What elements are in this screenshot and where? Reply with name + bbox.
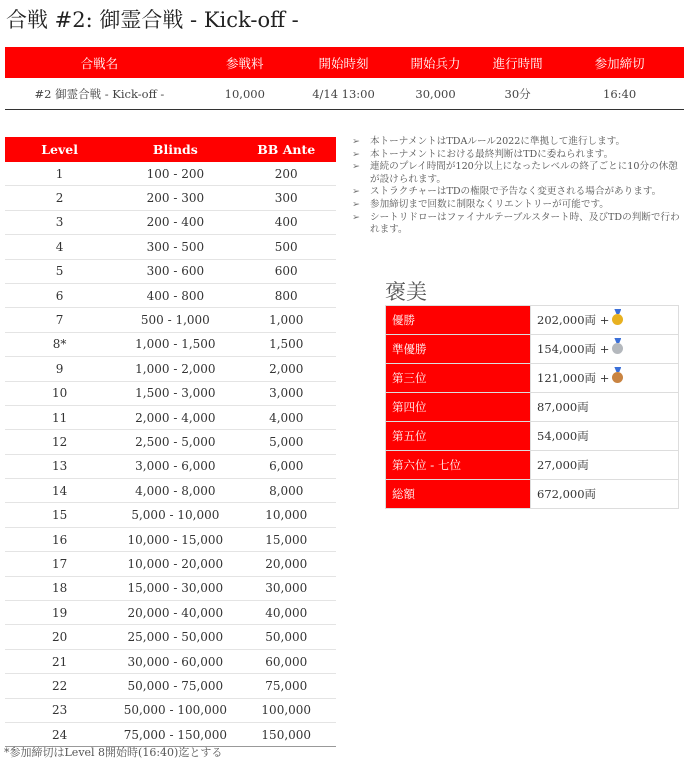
blind-level-cell: 10 xyxy=(5,381,114,405)
blind-blinds-cell: 15,000 - 30,000 xyxy=(114,576,236,600)
prize-amount-cell xyxy=(531,422,679,451)
blind-blinds-cell: 300 - 600 xyxy=(114,259,236,283)
blind-level-cell: 16 xyxy=(5,527,114,551)
summary-row xyxy=(5,78,684,110)
blind-ante-cell: 4,000 xyxy=(236,405,336,429)
rule-note-text: ストラクチャーはTDの権限で予告なく変更される場合があります。 xyxy=(370,186,662,198)
rule-note-text: シートリドローはファイナルテーブルスタート時、及びTDの判断で行われます。 xyxy=(370,211,680,236)
prize-amount-cell xyxy=(531,335,679,364)
silver-medal-icon xyxy=(612,343,623,354)
blind-ante-cell: 2,000 xyxy=(236,357,336,381)
blind-level-cell: 13 xyxy=(5,454,114,478)
prize-amount: 154,000両 + xyxy=(537,342,610,356)
blind-blinds-cell: 2,000 - 4,000 xyxy=(114,405,236,429)
blind-blinds-cell: 1,500 - 3,000 xyxy=(114,381,236,405)
blind-level-row xyxy=(5,186,336,210)
blind-level-cell: 18 xyxy=(5,576,114,600)
blind-level-row xyxy=(5,332,336,356)
blind-level-row xyxy=(5,674,336,698)
prize-row xyxy=(386,480,679,509)
blind-blinds-cell: 5,000 - 10,000 xyxy=(114,503,236,527)
rule-note-text: 本トーナメントにおける最終判断はTDに委ねられます。 xyxy=(370,148,614,160)
rules-notes-list xyxy=(352,136,687,237)
blind-ante-cell: 300 xyxy=(236,186,336,210)
blind-blinds-cell: 50,000 - 100,000 xyxy=(114,698,236,722)
blind-blinds-cell: 200 - 400 xyxy=(114,210,236,234)
summary-level-time: 30分 xyxy=(480,78,555,110)
late-registration-footnote: *参加締切はLevel 8開始時(16:40)迄とする xyxy=(4,746,223,759)
blind-level-row xyxy=(5,308,336,332)
blind-ante-cell: 200 xyxy=(236,162,336,186)
blind-level-cell: 2 xyxy=(5,186,114,210)
prize-rank: 第四位 xyxy=(386,393,531,422)
prize-table xyxy=(385,305,679,509)
blind-level-cell: 14 xyxy=(5,479,114,503)
blind-ante-cell: 30,000 xyxy=(236,576,336,600)
rule-note-text: 参加締切まで回数に制限なくリエントリーが可能です。 xyxy=(370,198,609,210)
prize-amount: 672,000両 xyxy=(537,487,597,501)
arrow-bullet-icon: ➢ xyxy=(352,211,361,223)
blind-ante-cell: 10,000 xyxy=(236,503,336,527)
blind-level-cell: 6 xyxy=(5,283,114,307)
summary-start-stack: 30,000 xyxy=(391,78,480,110)
blind-ante-cell: 15,000 xyxy=(236,527,336,551)
blind-level-cell: 22 xyxy=(5,674,114,698)
blind-level-cell: 15 xyxy=(5,503,114,527)
summary-header-row xyxy=(5,47,684,78)
prize-amount-cell xyxy=(531,364,679,393)
blind-ante-cell: 50,000 xyxy=(236,625,336,649)
blind-ante-cell: 60,000 xyxy=(236,649,336,673)
blind-level-cell: 17 xyxy=(5,552,114,576)
blind-blinds-cell: 75,000 - 150,000 xyxy=(114,722,236,746)
blind-level-row xyxy=(5,479,336,503)
blind-ante-cell: 8,000 xyxy=(236,479,336,503)
blind-level-row xyxy=(5,235,336,259)
rule-note-item xyxy=(352,212,687,237)
blind-blinds-cell: 1,000 - 1,500 xyxy=(114,332,236,356)
summary-header-start-time: 開始時刻 xyxy=(296,47,391,78)
summary-header-level-time: 進行時間 xyxy=(480,47,555,78)
prize-rank: 総額 xyxy=(386,480,531,509)
blind-ante-cell: 5,000 xyxy=(236,430,336,454)
summary-fee: 10,000 xyxy=(194,78,296,110)
blind-blinds-cell: 10,000 - 20,000 xyxy=(114,552,236,576)
prize-amount-cell xyxy=(531,393,679,422)
blind-blinds-cell: 30,000 - 60,000 xyxy=(114,649,236,673)
page-title: 合戦 #2: 御霊合戦 - Kick-off - xyxy=(6,8,299,32)
rule-note-text: 連続のプレイ時間が120分以上になったレベルの終了ごとに10分の休憩が設けられます。 xyxy=(370,161,678,185)
prize-row xyxy=(386,335,679,364)
blind-ante-cell: 800 xyxy=(236,283,336,307)
prize-amount: 54,000両 xyxy=(537,429,589,443)
blind-ante-cell: 150,000 xyxy=(236,722,336,746)
tournament-summary-table xyxy=(5,47,684,110)
gold-medal-icon xyxy=(612,314,623,325)
prize-rank: 優勝 xyxy=(386,306,531,335)
summary-header-name: 合戦名 xyxy=(5,47,194,78)
prize-rank: 第六位 - 七位 xyxy=(386,451,531,480)
blind-level-row xyxy=(5,552,336,576)
prize-row xyxy=(386,364,679,393)
rule-note-item xyxy=(352,186,687,199)
blind-level-cell: 11 xyxy=(5,405,114,429)
blind-level-row xyxy=(5,430,336,454)
blind-ante-cell: 100,000 xyxy=(236,698,336,722)
rule-note-text: 本トーナメントはTDAルール2022に準拠して進行します。 xyxy=(370,136,626,147)
blind-level-cell: 24 xyxy=(5,722,114,746)
blind-ante-cell: 600 xyxy=(236,259,336,283)
prize-row xyxy=(386,451,679,480)
blind-level-cell: 8* xyxy=(5,332,114,356)
bronze-medal-icon xyxy=(612,372,623,383)
blind-level-cell: 7 xyxy=(5,308,114,332)
rule-note-item xyxy=(352,199,687,212)
blind-level-cell: 21 xyxy=(5,649,114,673)
arrow-bullet-icon: ➢ xyxy=(352,136,361,147)
prize-amount: 87,000両 xyxy=(537,400,589,414)
blind-level-row xyxy=(5,210,336,234)
blind-blinds-cell: 500 - 1,000 xyxy=(114,308,236,332)
blinds-header-row xyxy=(5,137,336,162)
blind-blinds-cell: 2,500 - 5,000 xyxy=(114,430,236,454)
blind-level-row xyxy=(5,405,336,429)
blind-level-row xyxy=(5,381,336,405)
blind-blinds-cell: 100 - 200 xyxy=(114,162,236,186)
prize-amount-cell xyxy=(531,306,679,335)
blind-blinds-cell: 10,000 - 15,000 xyxy=(114,527,236,551)
blind-level-row xyxy=(5,283,336,307)
blind-level-cell: 12 xyxy=(5,430,114,454)
blind-level-row xyxy=(5,601,336,625)
blind-ante-cell: 500 xyxy=(236,235,336,259)
blind-level-cell: 1 xyxy=(5,162,114,186)
blind-ante-cell: 75,000 xyxy=(236,674,336,698)
blind-blinds-cell: 20,000 - 40,000 xyxy=(114,601,236,625)
prize-rank: 第三位 xyxy=(386,364,531,393)
prize-rank: 第五位 xyxy=(386,422,531,451)
rule-note-item xyxy=(352,136,687,149)
blind-ante-cell: 6,000 xyxy=(236,454,336,478)
prize-amount: 121,000両 + xyxy=(537,371,610,385)
arrow-bullet-icon: ➢ xyxy=(352,186,361,198)
blind-level-cell: 5 xyxy=(5,259,114,283)
blind-blinds-cell: 25,000 - 50,000 xyxy=(114,625,236,649)
blind-level-row xyxy=(5,454,336,478)
summary-start-time: 4/14 13:00 xyxy=(296,78,391,110)
prize-amount: 27,000両 xyxy=(537,458,589,472)
blind-structure-table xyxy=(5,137,336,747)
blind-ante-cell: 40,000 xyxy=(236,601,336,625)
blind-blinds-cell: 50,000 - 75,000 xyxy=(114,674,236,698)
prize-amount-cell xyxy=(531,480,679,509)
blind-level-cell: 20 xyxy=(5,625,114,649)
rule-note-item xyxy=(352,149,687,162)
blind-level-cell: 9 xyxy=(5,357,114,381)
blind-blinds-cell: 400 - 800 xyxy=(114,283,236,307)
prize-row xyxy=(386,422,679,451)
arrow-bullet-icon: ➢ xyxy=(352,148,361,160)
arrow-bullet-icon: ➢ xyxy=(352,161,361,173)
prize-title: 褒美 xyxy=(385,280,427,304)
blinds-header-ante: BB Ante xyxy=(236,137,336,162)
blind-ante-cell: 1,500 xyxy=(236,332,336,356)
prize-row xyxy=(386,306,679,335)
blind-ante-cell: 3,000 xyxy=(236,381,336,405)
blind-level-row xyxy=(5,357,336,381)
blind-level-cell: 19 xyxy=(5,601,114,625)
summary-late-reg: 16:40 xyxy=(555,78,684,110)
blind-level-cell: 4 xyxy=(5,235,114,259)
blind-level-row xyxy=(5,625,336,649)
blinds-header-level: Level xyxy=(5,137,114,162)
blinds-header-blinds: Blinds xyxy=(114,137,236,162)
blind-blinds-cell: 3,000 - 6,000 xyxy=(114,454,236,478)
blinds-body xyxy=(5,162,336,747)
blind-level-row xyxy=(5,698,336,722)
blind-ante-cell: 1,000 xyxy=(236,308,336,332)
blind-blinds-cell: 1,000 - 2,000 xyxy=(114,357,236,381)
blind-level-row xyxy=(5,527,336,551)
summary-header-start-stack: 開始兵力 xyxy=(391,47,480,78)
blind-level-row xyxy=(5,162,336,186)
blind-level-cell: 3 xyxy=(5,210,114,234)
blind-blinds-cell: 4,000 - 8,000 xyxy=(114,479,236,503)
summary-name: #2 御霊合戦 - Kick-off - xyxy=(5,78,194,110)
prize-amount: 202,000両 + xyxy=(537,313,610,327)
prize-row xyxy=(386,393,679,422)
rule-note-item xyxy=(352,161,687,186)
blind-blinds-cell: 200 - 300 xyxy=(114,186,236,210)
prize-body xyxy=(386,306,679,509)
prize-rank: 準優勝 xyxy=(386,335,531,364)
blind-blinds-cell: 300 - 500 xyxy=(114,235,236,259)
blind-level-row xyxy=(5,576,336,600)
blind-level-row xyxy=(5,649,336,673)
blind-ante-cell: 20,000 xyxy=(236,552,336,576)
prize-amount-cell xyxy=(531,451,679,480)
blind-level-cell: 23 xyxy=(5,698,114,722)
summary-header-fee: 参戦料 xyxy=(194,47,296,78)
blind-level-row xyxy=(5,503,336,527)
blind-ante-cell: 400 xyxy=(236,210,336,234)
summary-header-late-reg: 参加締切 xyxy=(555,47,684,78)
arrow-bullet-icon: ➢ xyxy=(352,198,361,210)
blind-level-row xyxy=(5,259,336,283)
